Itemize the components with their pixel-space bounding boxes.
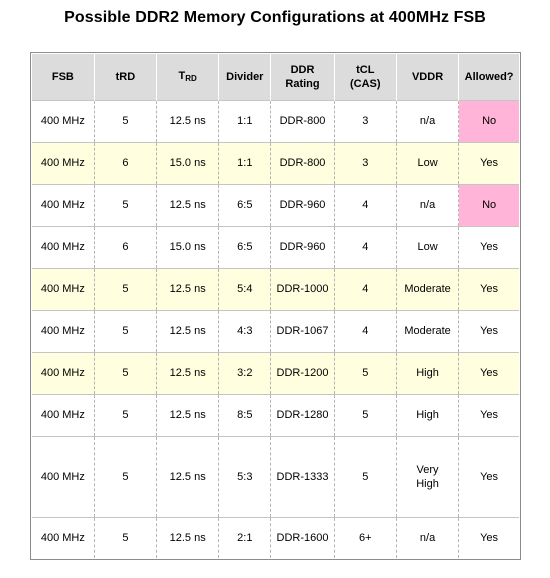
vddr-line1: Very: [416, 463, 439, 476]
cell-fsb: 400 MHz: [32, 310, 94, 352]
cell-trd: 5: [94, 436, 156, 517]
table-row: [32, 394, 519, 436]
cell-trd: 6: [94, 226, 156, 268]
col-header-tcl: [334, 54, 396, 101]
cell-vddr: [396, 184, 458, 226]
cell-tcl: 3: [334, 142, 396, 184]
cell-tcl: 5: [334, 394, 396, 436]
cell-fsb: 400 MHz: [32, 436, 94, 517]
col-header-vddr: VDDR: [396, 54, 458, 101]
cell-vddr: [396, 268, 458, 310]
vddr-line1: Low: [417, 241, 438, 254]
table-row: [32, 101, 519, 143]
cell-divider: 1:1: [219, 142, 271, 184]
vddr-line1: n/a: [419, 199, 436, 212]
cell-ddr: DDR-1200: [271, 352, 334, 394]
cell-divider: 4:3: [219, 310, 271, 352]
cell-t-rd: 12.5 ns: [157, 310, 219, 352]
cell-ddr: DDR-1600: [271, 517, 334, 558]
cell-tcl: 3: [334, 101, 396, 143]
table-row: [32, 142, 519, 184]
cell-trd: 5: [94, 184, 156, 226]
cell-vddr: [396, 436, 458, 517]
cell-divider: 6:5: [219, 184, 271, 226]
table-row: [32, 517, 519, 558]
cell-divider: 1:1: [219, 101, 271, 143]
tcl-line1: tCL: [356, 64, 375, 76]
cell-divider: 2:1: [219, 517, 271, 558]
cell-fsb: 400 MHz: [32, 142, 94, 184]
cell-trd: 5: [94, 394, 156, 436]
cell-trd: 5: [94, 101, 156, 143]
table-row: [32, 310, 519, 352]
cell-tcl: 4: [334, 268, 396, 310]
cell-tcl: 4: [334, 184, 396, 226]
table-row: [32, 352, 519, 394]
cell-divider: 6:5: [219, 226, 271, 268]
cell-vddr: [396, 352, 458, 394]
header-row: [32, 54, 519, 101]
col-header-trd: tRD: [94, 54, 156, 101]
cell-ddr: DDR-1280: [271, 394, 334, 436]
cell-allowed: Yes: [459, 310, 519, 352]
cell-vddr: [396, 226, 458, 268]
cell-vddr: [396, 310, 458, 352]
cell-trd: 5: [94, 268, 156, 310]
cell-trd: 5: [94, 352, 156, 394]
cell-fsb: 400 MHz: [32, 268, 94, 310]
col-header-divider: Divider: [219, 54, 271, 101]
page-title: Possible DDR2 Memory Configurations at 400MHz FSB: [64, 9, 486, 26]
vddr-line1: Moderate: [404, 283, 451, 296]
cell-allowed: No: [459, 101, 519, 143]
cell-trd: 5: [94, 517, 156, 558]
vddr-line2: High: [416, 477, 439, 490]
cell-trd: 6: [94, 142, 156, 184]
cell-ddr: DDR-1333: [271, 436, 334, 517]
cell-fsb: 400 MHz: [32, 226, 94, 268]
table-row: [32, 184, 519, 226]
cell-t-rd: 12.5 ns: [157, 268, 219, 310]
col-header-allowed: Allowed?: [459, 54, 519, 101]
vddr-line1: n/a: [419, 115, 436, 128]
table-row: [32, 226, 519, 268]
cell-fsb: 400 MHz: [32, 352, 94, 394]
cell-t-rd: 12.5 ns: [157, 352, 219, 394]
cell-allowed: Yes: [459, 394, 519, 436]
tcl-line2: (CAS): [350, 78, 381, 90]
cell-t-rd: 12.5 ns: [157, 517, 219, 558]
cell-divider: 3:2: [219, 352, 271, 394]
cell-allowed: No: [459, 184, 519, 226]
cell-tcl: 6+: [334, 517, 396, 558]
table-row: [32, 268, 519, 310]
cell-ddr: DDR-960: [271, 184, 334, 226]
config-table: [32, 54, 519, 558]
vddr-line1: High: [416, 367, 439, 380]
vddr-line1: n/a: [419, 531, 436, 544]
cell-allowed: Yes: [459, 436, 519, 517]
col-header-t-rd: [157, 54, 219, 101]
cell-ddr: DDR-1000: [271, 268, 334, 310]
t-rd-main: T: [178, 69, 186, 82]
cell-allowed: Yes: [459, 517, 519, 558]
cell-divider: 5:3: [219, 436, 271, 517]
t-rd-sub: RD: [185, 73, 197, 83]
cell-ddr: DDR-800: [271, 142, 334, 184]
cell-fsb: 400 MHz: [32, 517, 94, 558]
cell-tcl: 4: [334, 310, 396, 352]
cell-t-rd: 15.0 ns: [157, 142, 219, 184]
cell-divider: 8:5: [219, 394, 271, 436]
cell-divider: 5:4: [219, 268, 271, 310]
cell-tcl: 4: [334, 226, 396, 268]
ddr-rating-line1: DDR: [290, 64, 315, 76]
cell-allowed: Yes: [459, 268, 519, 310]
table-body: [32, 101, 519, 559]
vddr-line1: High: [416, 409, 439, 422]
cell-t-rd: 12.5 ns: [157, 394, 219, 436]
col-header-fsb: FSB: [32, 54, 94, 101]
ddr-rating-line2: Rating: [285, 78, 320, 90]
cell-t-rd: 12.5 ns: [157, 436, 219, 517]
cell-ddr: DDR-960: [271, 226, 334, 268]
vddr-line1: Low: [417, 157, 438, 170]
cell-fsb: 400 MHz: [32, 394, 94, 436]
table-row: [32, 436, 519, 517]
cell-fsb: 400 MHz: [32, 101, 94, 143]
cell-t-rd: 12.5 ns: [157, 101, 219, 143]
cell-vddr: [396, 142, 458, 184]
cell-tcl: 5: [334, 436, 396, 517]
cell-vddr: [396, 394, 458, 436]
cell-ddr: DDR-1067: [271, 310, 334, 352]
cell-allowed: Yes: [459, 226, 519, 268]
vddr-line1: Moderate: [404, 325, 451, 338]
cell-t-rd: 12.5 ns: [157, 184, 219, 226]
cell-vddr: [396, 517, 458, 558]
cell-allowed: Yes: [459, 352, 519, 394]
config-table-frame: [30, 52, 521, 560]
cell-fsb: 400 MHz: [32, 184, 94, 226]
col-header-ddr-rating: [271, 54, 334, 101]
cell-allowed: Yes: [459, 142, 519, 184]
cell-t-rd: 15.0 ns: [157, 226, 219, 268]
cell-vddr: [396, 101, 458, 143]
cell-ddr: DDR-800: [271, 101, 334, 143]
cell-tcl: 5: [334, 352, 396, 394]
cell-trd: 5: [94, 310, 156, 352]
